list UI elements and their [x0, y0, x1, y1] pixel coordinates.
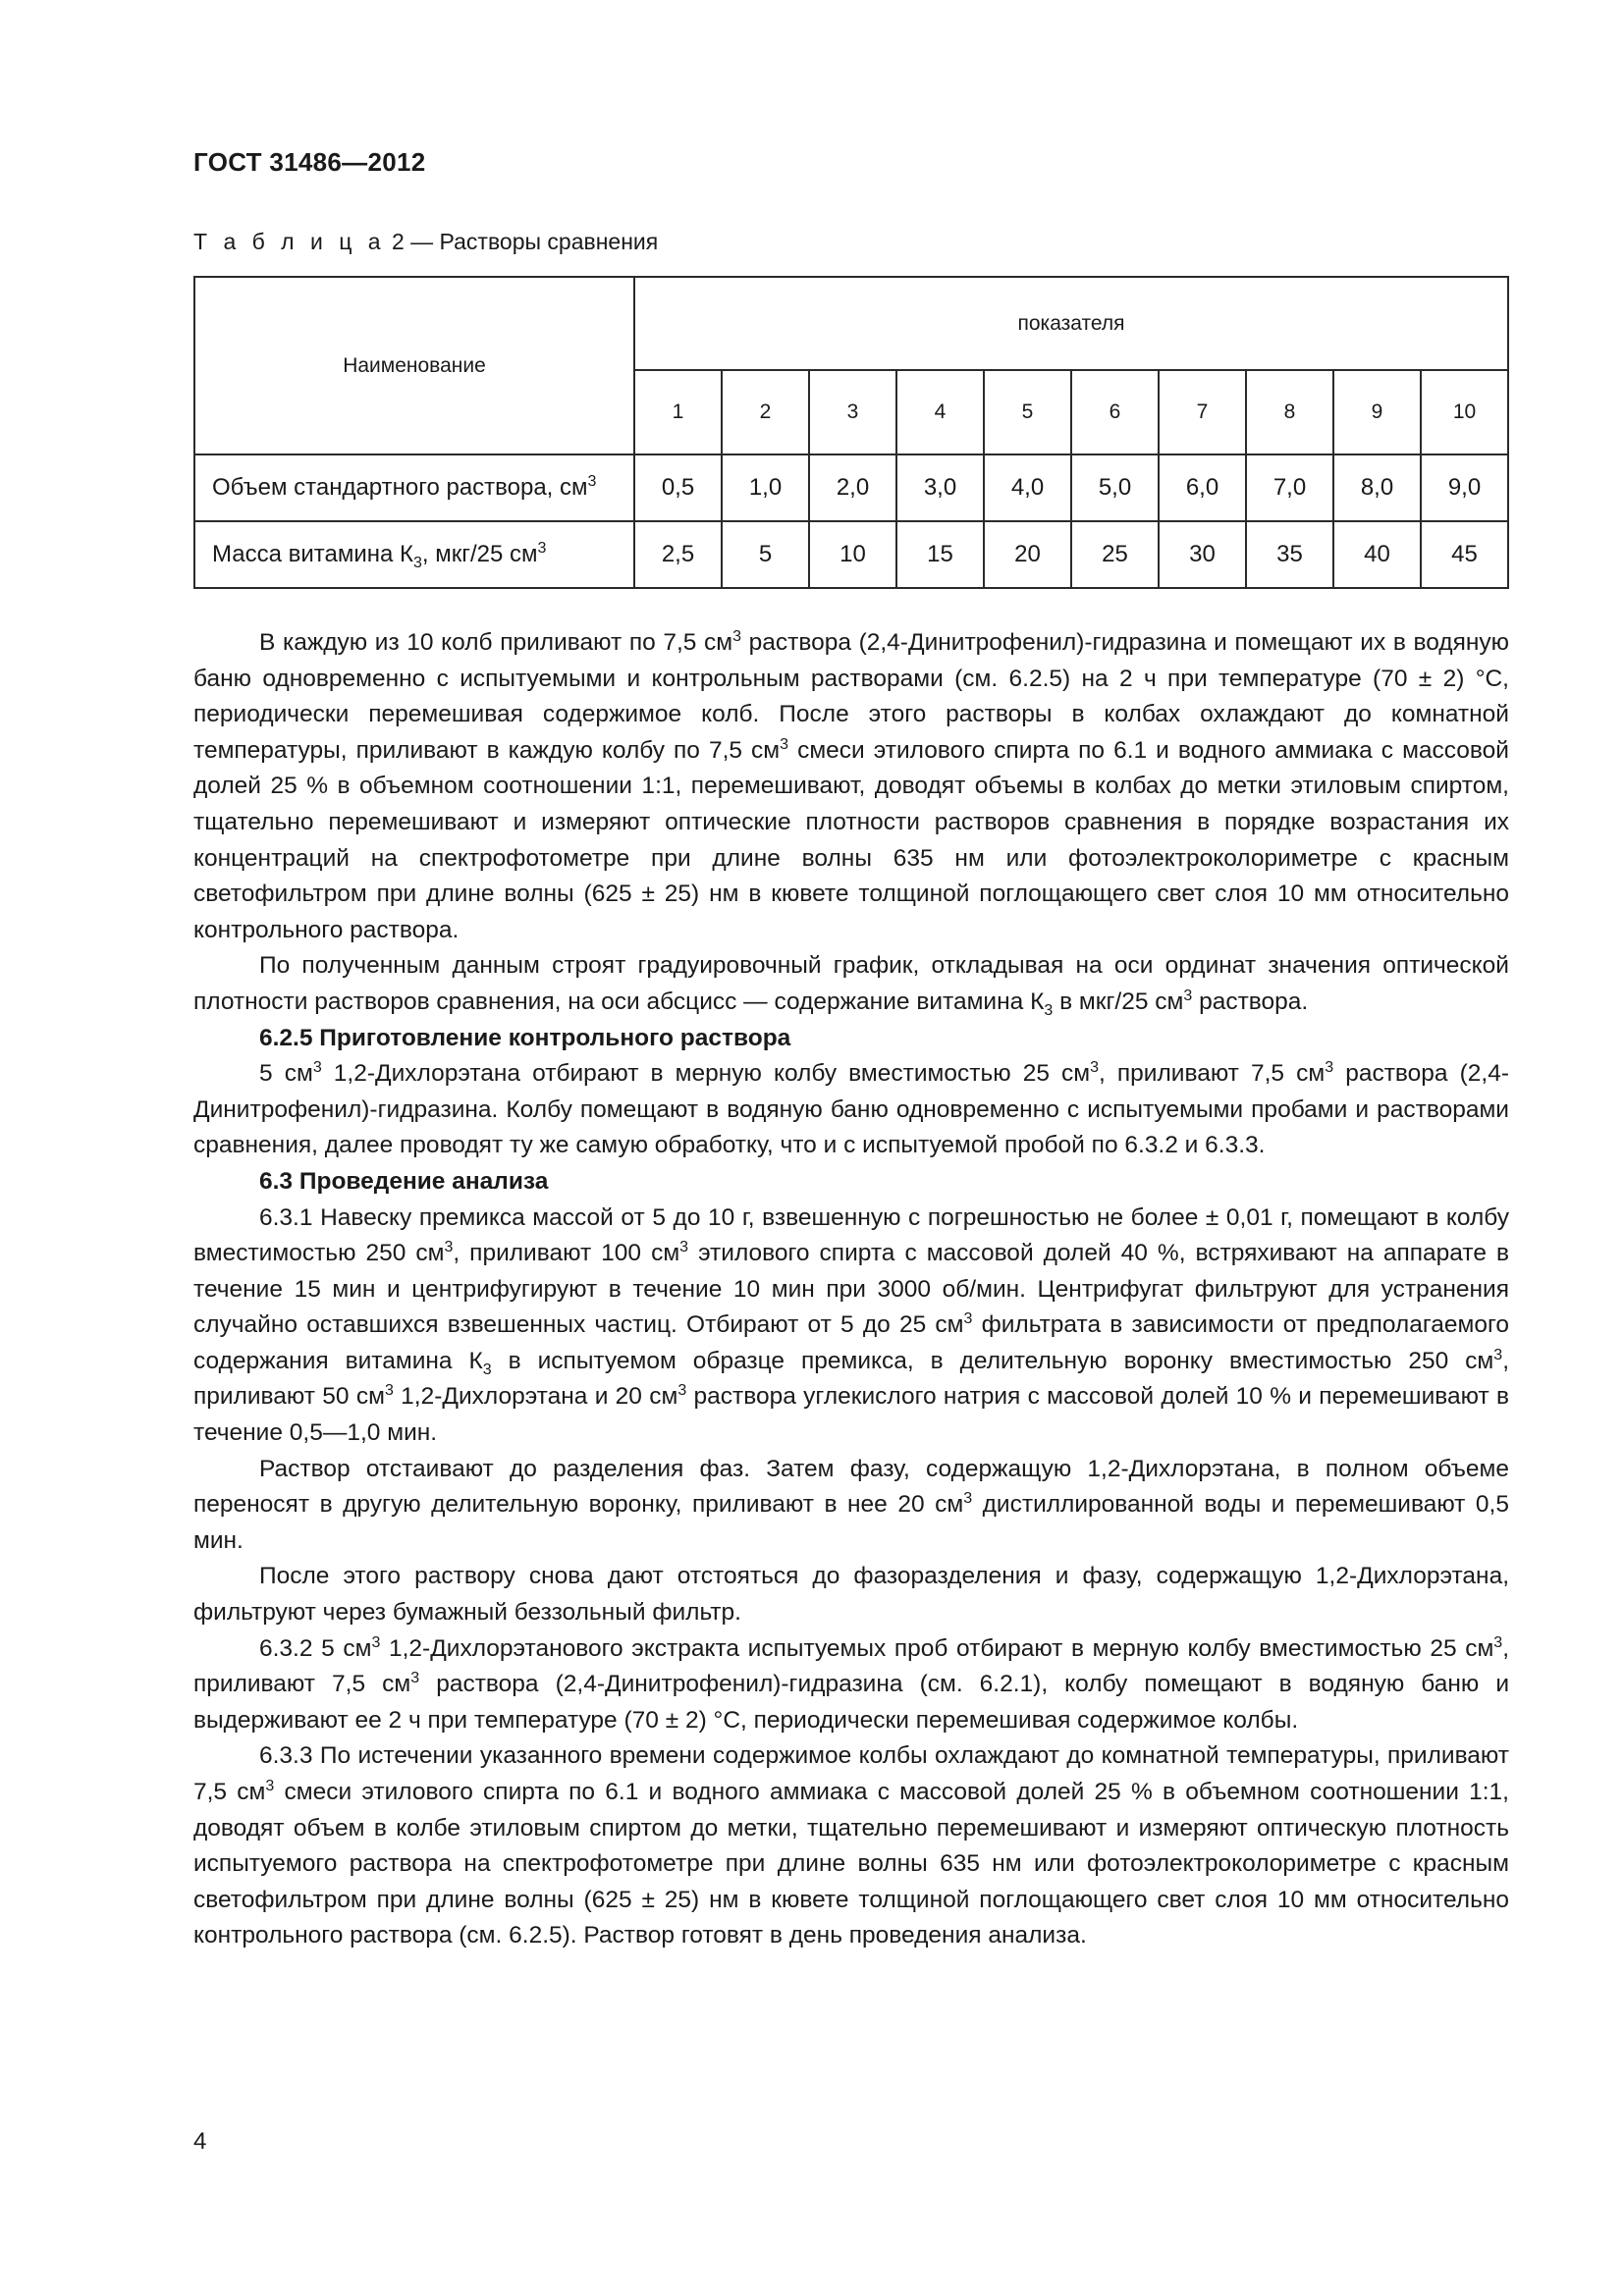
table-cell: 25: [1071, 521, 1159, 588]
table-row: [194, 521, 1508, 588]
row-label-volume: Объем стандартного раствора, $см^3$: [194, 454, 634, 521]
table-cell: 6,0: [1159, 454, 1246, 521]
paragraph-calibration-procedure: В каждую из 10 колб приливают по 7,5 $см^3$ раствора (2,4-Динитрофенил)-гидразина и помещают их в водяную баню одновременно с испытуемыми и контрольным растворами (см. 6.2.5) на 2 ч при температуре (70 ± 2) °С, периодически перемешивая содержимое колб. После этого растворы в колбах охлаждают до комнатной температуры, приливают в каждую колбу по 7,5 $см^3$ смеси этилового спирта по 6.1 и водного аммиака с массовой долей 25 % в объемном соотношении 1:1, перемешивают, доводят объемы в колбах до метки этиловым спиртом, тщательно перемешивают и измеряют оптические плотности растворов сравнения в порядке возрастания их концентраций на спектрофотометре при длине волны 635 нм или фотоэлектроколориметре с красным светофильтром при длине волны (625 ± 25) нм в кювете толщиной поглощающего свет слоя 10 мм относительно контрольного раствора.: [193, 627, 1509, 943]
table-column-number: 2: [722, 370, 809, 454]
table-caption-title: 2 — Растворы сравнения: [391, 229, 659, 254]
table-cell: 2,5: [634, 521, 722, 588]
table-header-name: Наименование: [194, 277, 634, 454]
table-cell: 35: [1246, 521, 1333, 588]
table-column-number: 5: [984, 370, 1071, 454]
table-cell: 15: [896, 521, 984, 588]
section-heading-6-2-5: 6.2.5 Приготовление контрольного раствора: [259, 1024, 791, 1051]
table-cell: 45: [1421, 521, 1508, 588]
table-cell: 5,0: [1071, 454, 1159, 521]
table-cell: 2,0: [809, 454, 896, 521]
table-header-group: показателя: [634, 277, 1508, 370]
paragraph-6-3-3: 6.3.3 По истечении указанного времени содержимое колбы охлаждают до комнатной температуры, приливают 7,5 $см^3$ смеси этилового спирта по 6.1 и водного аммиака с массовой долей 25 % в объемном соотношении 1:1, доводят объем в колбе этиловым спиртом до метки, тщательно перемешивают и измеряют оптическую плотность испытуемого раствора на спектрофотометре при длине волны 635 нм или фотоэлектроколориметре с красным светофильтром при длине волны (625 ± 25) нм в кювете толщиной поглощающего свет слоя 10 мм относительно контрольного раствора (см. 6.2.5). Раствор готовят в день проведения анализа.: [193, 1742, 1509, 1949]
table-cell: 30: [1159, 521, 1246, 588]
reference-solutions-table: [193, 276, 1509, 589]
table-cell: 3,0: [896, 454, 984, 521]
table-column-number: 8: [1246, 370, 1333, 454]
section-heading-6-3: 6.3 Проведение анализа: [259, 1167, 549, 1195]
table-caption: [193, 229, 658, 255]
table-cell: 10: [809, 521, 896, 588]
table-cell: 5: [722, 521, 809, 588]
table-cell: 40: [1333, 521, 1421, 588]
table-column-number: 9: [1333, 370, 1421, 454]
table-cell: 8,0: [1333, 454, 1421, 521]
paragraph-calibration-graph: По полученным данным строят градуировочный график, откладывая на оси ординат значения оптической плотности растворов сравнения, на оси абсцисс — содержание витамина $К_3$ в мкг/25 $см^3$ раствора.: [193, 952, 1509, 1019]
table-column-number: 6: [1071, 370, 1159, 454]
table-cell: 4,0: [984, 454, 1071, 521]
paragraph-6-3-2: 6.3.2 5 $см^3$ 1,2-Дихлорэтанового экстракта испытуемых проб отбирают в мерную колбу вместимостью 25 $см^3$, приливают 7,5 $см^3$ раствора (2,4-Динитрофенил)-гидразина (см. 6.2.1), колбу помещают в водяную баню и выдерживают ее 2 ч при температуре (70 ± 2) °С, периодически перемешивая содержимое колбы.: [193, 1633, 1510, 1734]
table-cell: 9,0: [1421, 454, 1508, 521]
document-body: [193, 625, 1509, 1954]
paragraph-control-solution: 5 $см^3$ 1,2-Дихлорэтана отбирают в мерную колбу вместимостью 25 $см^3$, приливают 7,5 $см^3$ раствора (2,4-Динитрофенил)-гидразина. Колбу помещают в водяную баню одновременно с испытуемыми пробами и растворами сравнения, далее проводят ту же самую обработку, что и с испытуемой пробой по 6.3.2 и 6.3.3.: [193, 1058, 1509, 1159]
table-cell: 0,5: [634, 454, 722, 521]
table-column-number: 7: [1159, 370, 1246, 454]
table-caption-prefix: Т а б л и ц а: [193, 229, 386, 254]
table-column-number: 10: [1421, 370, 1508, 454]
table-column-number: 4: [896, 370, 984, 454]
table-cell: 7,0: [1246, 454, 1333, 521]
paragraph-phase-separation: Раствор отстаивают до разделения фаз. Затем фазу, содержащую 1,2-Дихлорэтана, в полном объеме переносят в другую делительную воронку, приливают в нее 20 $см^3$ дистиллированной воды и перемешивают 0,5 мин.: [193, 1455, 1509, 1554]
row-label-mass: Масса витамина $К_3$, мкг/25 $см^3$: [194, 521, 634, 588]
document-header: ГОСТ 31486—2012: [193, 147, 426, 177]
paragraph-filtration: После этого раствору снова дают отстояться до фазоразделения и фазу, содержащую 1,2-Дихлорэтана, фильтруют через бумажный беззольный фильтр.: [193, 1563, 1509, 1627]
paragraph-6-3-1: 6.3.1 Навеску премикса массой от 5 до 10 г, взвешенную с погрешностью не более ± 0,01 г, помещают в колбу вместимостью 250 $см^3$, приливают 100 $см^3$ этилового спирта с массовой долей 40 %, встряхивают на аппарате в течение 15 мин и центрифугируют в течение 10 мин при 3000 об/мин. Центрифугат фильтруют для устранения случайно оставшихся взвешенных частиц. Отбирают от 5 до 25 $см^3$ фильтрата в зависимости от предполагаемого содержания витамина $К_3$ в испытуемом образце премикса, в делительную воронку вместимостью 250 $см^3$, приливают 50 $см^3$ 1,2-Дихлорэтана и 20 $см^3$ раствора углекислого натрия с массовой долей 10 % и перемешивают в течение 0,5—1,0 мин.: [193, 1203, 1509, 1447]
table-row: [194, 454, 1508, 521]
table-column-number: 3: [809, 370, 896, 454]
table-cell: 20: [984, 521, 1071, 588]
page-number: 4: [193, 2128, 207, 2155]
table-column-number: 1: [634, 370, 722, 454]
table-cell: 1,0: [722, 454, 809, 521]
